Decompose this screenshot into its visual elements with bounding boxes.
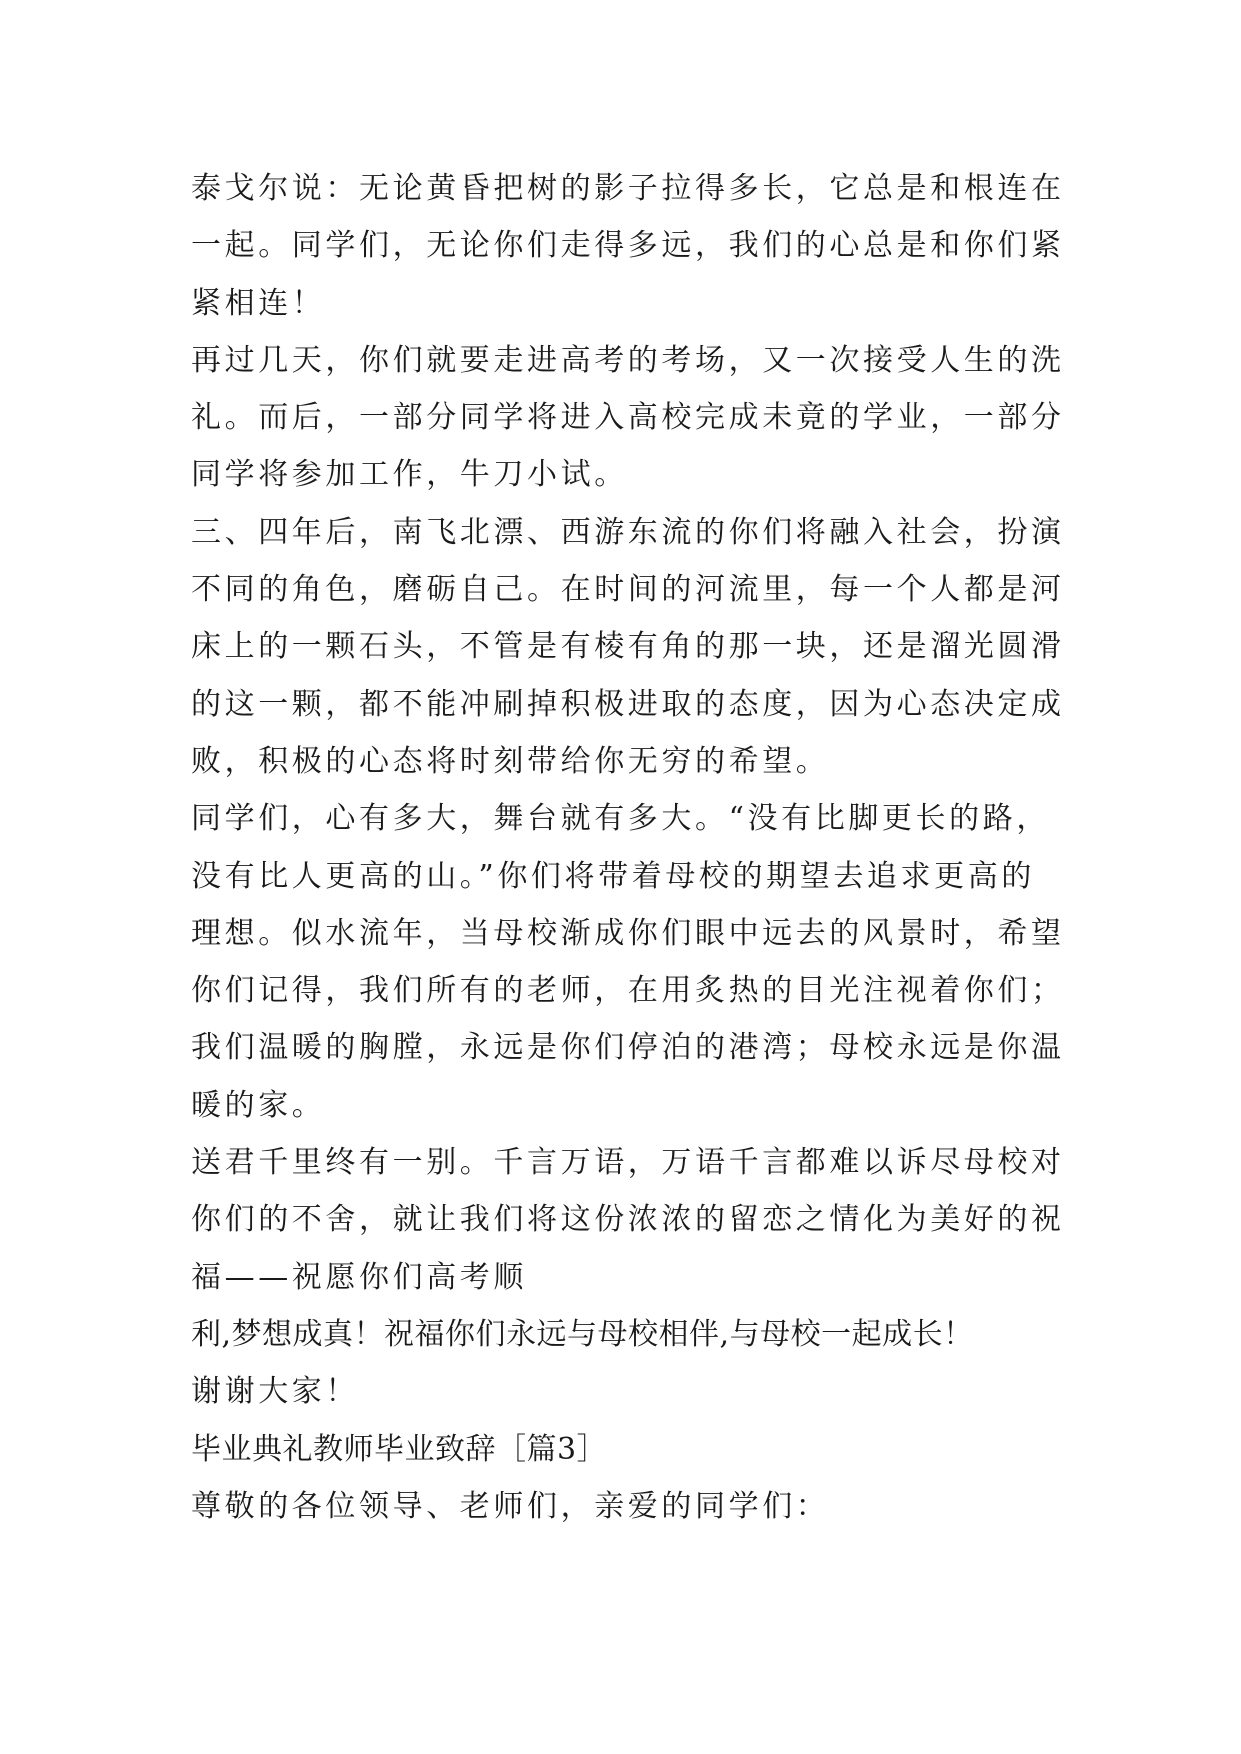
text-line: 暖的家。 [191, 1087, 326, 1123]
text-line: 谢谢大家！ [191, 1374, 359, 1410]
text-line: 的这一颗，都不能冲刷掉积极进取的态度，因为心态决定成 [191, 686, 1065, 722]
text-line: 你们的不舍，就让我们将这份浓浓的留恋之情化为美好的祝 [191, 1202, 1065, 1238]
text-line: 利,梦想成真！祝福你们永远与母校相伴,与母校一起成长！ [191, 1316, 974, 1352]
text-line: 一起。同学们，无论你们走得多远，我们的心总是和你们紧 [191, 228, 1065, 264]
text-line: 理想。似水流年，当母校渐成你们眼中远去的风景时，希望 [191, 915, 1065, 951]
text-line: 礼。而后，一部分同学将进入高校完成未竟的学业，一部分 [191, 400, 1065, 436]
text-line: 败，积极的心态将时刻带给你无穷的希望。 [191, 743, 830, 779]
text-line: 不同的角色，磨砺自己。在时间的河流里，每一个人都是河 [191, 572, 1065, 608]
salutation-line: 尊敬的各位领导、老师们，亲爱的同学们： [191, 1488, 830, 1524]
text-line: 紧相连！ [191, 285, 326, 321]
text-line: 你们记得，我们所有的老师，在用炙热的目光注视着你们； [191, 973, 1065, 1009]
section-heading: 毕业典礼教师毕业致辞［篇3］ [191, 1431, 608, 1467]
text-line: 我们温暖的胸膛，永远是你们停泊的港湾；母校永远是你温 [191, 1030, 1065, 1066]
text-line: 三、四年后，南飞北漂、西游东流的你们将融入社会，扮演 [191, 514, 1065, 550]
text-line: 福——祝愿你们高考顺 [191, 1259, 527, 1295]
text-line: 床上的一颗石头，不管是有棱有角的那一块，还是溜光圆滑 [191, 629, 1065, 665]
text-line: 再过几天，你们就要走进高考的考场，又一次接受人生的洗 [191, 342, 1065, 378]
text-line: 没有比人更高的山。”你们将带着母校的期望去追求更高的 [191, 858, 1035, 894]
text-line: 送君千里终有一别。千言万语，万语千言都难以诉尽母校对 [191, 1145, 1065, 1181]
document-body [191, 160, 1071, 1535]
text-line: 泰戈尔说：无论黄昏把树的影子拉得多长，它总是和根连在 [191, 171, 1065, 206]
text-line: 同学们，心有多大，舞台就有多大。“没有比脚更长的路， [191, 801, 1050, 837]
text-line: 同学将参加工作，牛刀小试。 [191, 457, 628, 493]
